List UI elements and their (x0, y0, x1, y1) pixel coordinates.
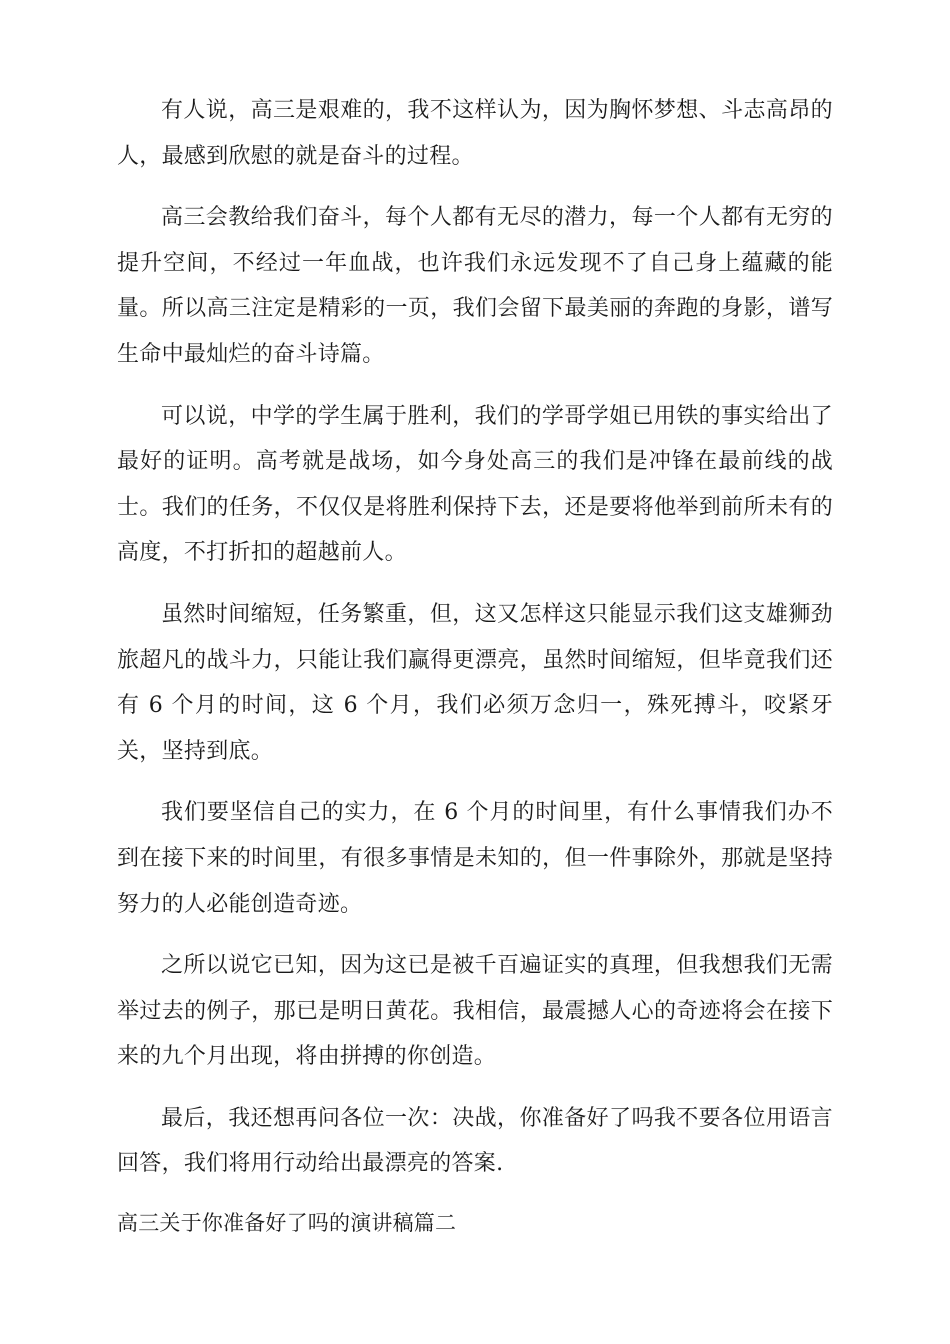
paragraph-6: 之所以说它已知，因为这已是被千百遍证实的真理，但我想我们无需举过去的例子，那已是明日黄花。我相信，最震撼人心的奇迹将会在接下来的九个月出现，将由拼搏的你创造。 (117, 953, 833, 1070)
paragraph-3: 可以说，中学的学生属于胜利，我们的学哥学姐已用铁的事实给出了最好的证明。高考就是战场，如今身处高三的我们是冲锋在最前线的战士。我们的任务，不仅仅是将胜利保持下去，还是要将他举到前所未有的高度，不打折扣的超越前人。 (117, 403, 833, 566)
paragraph-1: 有人说，高三是艰难的，我不这样认为，因为胸怀梦想、斗志高昂的人，最感到欣慰的就是奋斗的过程。 (117, 98, 833, 169)
paragraph-5: 我们要坚信自己的实力，在 6 个月的时间里，有什么事情我们办不到在接下来的时间里，有很多事情是未知的，但一件事除外，那就是坚持努力的人必能创造奇迹。 (117, 800, 833, 917)
section-heading: 高三关于你准备好了吗的演讲稿篇二 (117, 1211, 457, 1236)
document-body (117, 88, 833, 1246)
paragraph-4: 虽然时间缩短，任务繁重，但，这又怎样这只能显示我们这支雄狮劲旅超凡的战斗力，只能让我们赢得更漂亮，虽然时间缩短，但毕竟我们还有 6 个月的时间，这 6 个月，我们必须万念归一，殊死搏斗，咬紧牙关，坚持到底。 (117, 601, 833, 764)
paragraph-7: 最后，我还想再问各位一次：决战，你准备好了吗我不要各位用语言回答，我们将用行动给出最漂亮的答案. (117, 1105, 833, 1177)
paragraph-2: 高三会教给我们奋斗，每个人都有无尽的潜力，每一个人都有无穷的提升空间，不经过一年血战，也许我们永远发现不了自己身上蕴藏的能量。所以高三注定是精彩的一页，我们会留下最美丽的奔跑的身影，谱写生命中最灿烂的奋斗诗篇。 (117, 205, 833, 367)
